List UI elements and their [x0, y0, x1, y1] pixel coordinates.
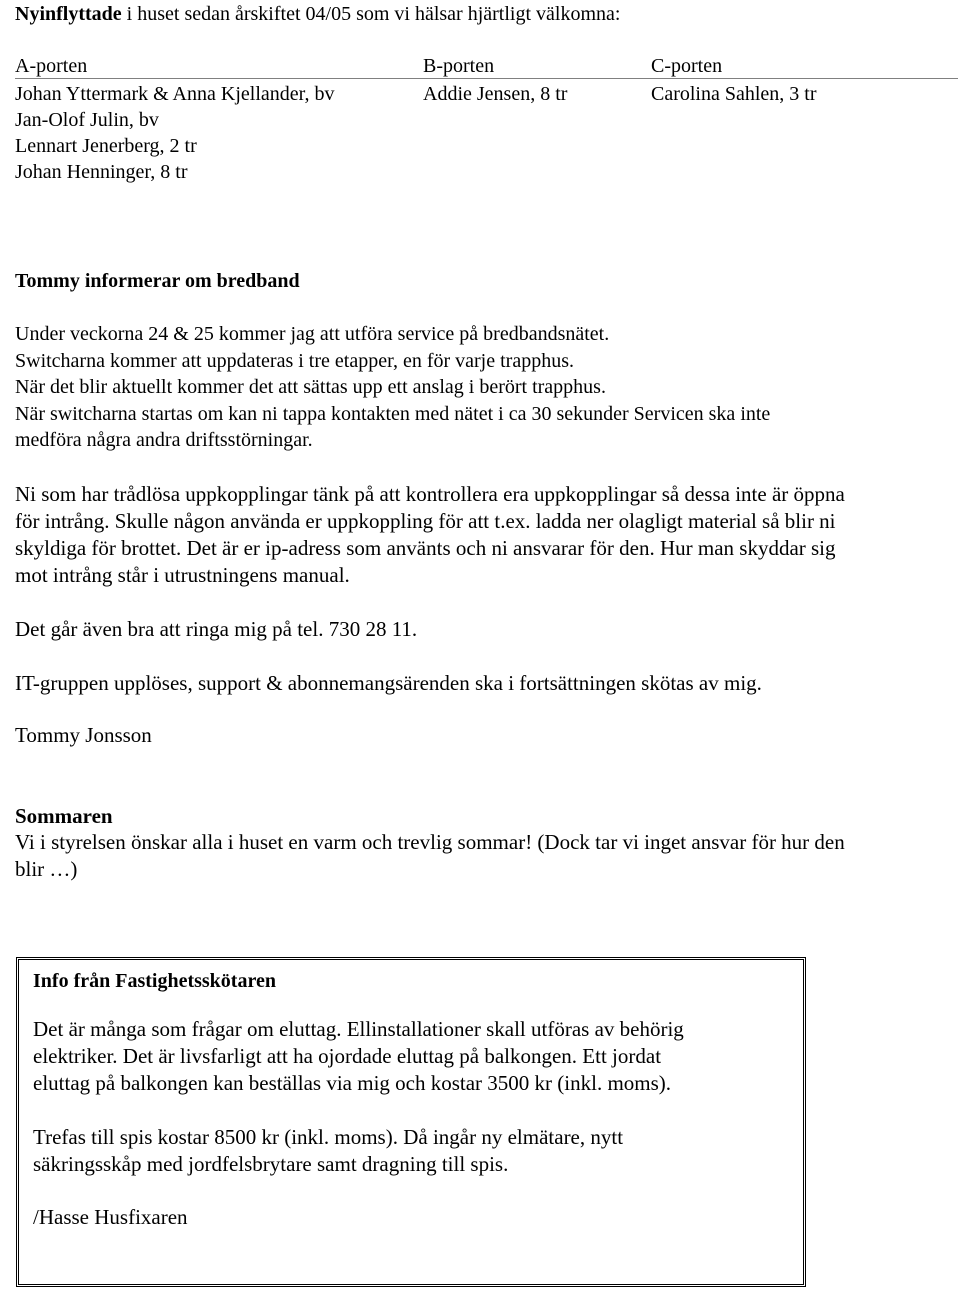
b-porten-name: Addie Jensen, 8 tr [423, 83, 568, 105]
sommaren-title: Sommaren [15, 804, 113, 828]
fastighet-line: elektriker. Det är livsfarligt att ha ojordade eluttag på balkongen. Ett jordat [33, 1044, 662, 1068]
bredband-line: Switcharna kommer att uppdateras i tre etapper, en för varje trapphus. [15, 350, 574, 372]
fastighet-line: säkringsskåp med jordfelsbrytare samt dragning till spis. [33, 1152, 509, 1176]
b-porten-label: B-porten [423, 55, 495, 77]
intro-rest: i huset sedan årskiftet 04/05 som vi hälsar hjärtligt välkomna: [121, 3, 621, 25]
tradlos-line: skyldiga för brottet. Det är er ip-adress som använts och ni ansvarar för den. Hur man skyddar sig [15, 536, 836, 560]
fastighet-info-box [16, 957, 806, 1287]
bredband-line: medföra några andra driftsstörningar. [15, 429, 313, 451]
c-porten-label: C-porten [651, 55, 723, 77]
fastighet-title: Info från Fastighetsskötaren [33, 970, 276, 992]
a-porten-label: A-porten [15, 55, 88, 77]
bredband-line: Under veckorna 24 & 25 kommer jag att utföra service på bredbandsnätet. [15, 323, 610, 345]
sommaren-line: blir …) [15, 857, 78, 881]
signature-tommy: Tommy Jonsson [15, 723, 152, 747]
phone-line: Det går även bra att ringa mig på tel. 730 28 11. [15, 617, 418, 641]
sommaren-line: Vi i styrelsen önskar alla i huset en varm och trevlig sommar! (Dock tar vi inget ansvar för hur den [15, 830, 845, 854]
intro-line [15, 2, 620, 26]
tradlos-line: mot intrång står i utrustningens manual. [15, 563, 350, 587]
itgruppen-line: IT-gruppen upplöses, support & abonnemangsärenden ska i fortsättningen skötas av mig. [15, 671, 762, 695]
fastighet-signature: /Hasse Husfixaren [33, 1205, 188, 1229]
a-porten-name: Johan Yttermark & Anna Kjellander, bv [15, 83, 335, 105]
a-porten-name: Johan Henninger, 8 tr [15, 161, 188, 183]
intro-bold: Nyinflyttade [15, 3, 122, 25]
c-porten-name: Carolina Sahlen, 3 tr [651, 83, 817, 105]
tradlos-line: för intrång. Skulle någon använda er uppkoppling för att t.ex. ladda ner olagligt material så blir ni [15, 509, 836, 533]
fastighet-line: Det är många som frågar om eluttag. Ellinstallationer skall utföras av behörig [33, 1017, 684, 1041]
tradlos-line: Ni som har trådlösa uppkopplingar tänk på att kontrollera era uppkopplingar så dessa inte är öppna [15, 482, 845, 506]
bredband-title: Tommy informerar om bredband [15, 270, 300, 292]
fastighet-line: eluttag på balkongen kan beställas via mig och kostar 3500 kr (inkl. moms). [33, 1071, 672, 1095]
a-porten-name: Lennart Jenerberg, 2 tr [15, 135, 197, 157]
bredband-line: När switcharna startas om kan ni tappa kontakten med nätet i ca 30 sekunder Servicen ska inte [15, 403, 771, 425]
bredband-line: När det blir aktuellt kommer det att sättas upp ett anslag i berört trapphus. [15, 376, 606, 398]
fastighet-line: Trefas till spis kostar 8500 kr (inkl. moms). Då ingår ny elmätare, nytt [33, 1125, 624, 1149]
a-porten-name: Jan-Olof Julin, bv [15, 109, 159, 131]
